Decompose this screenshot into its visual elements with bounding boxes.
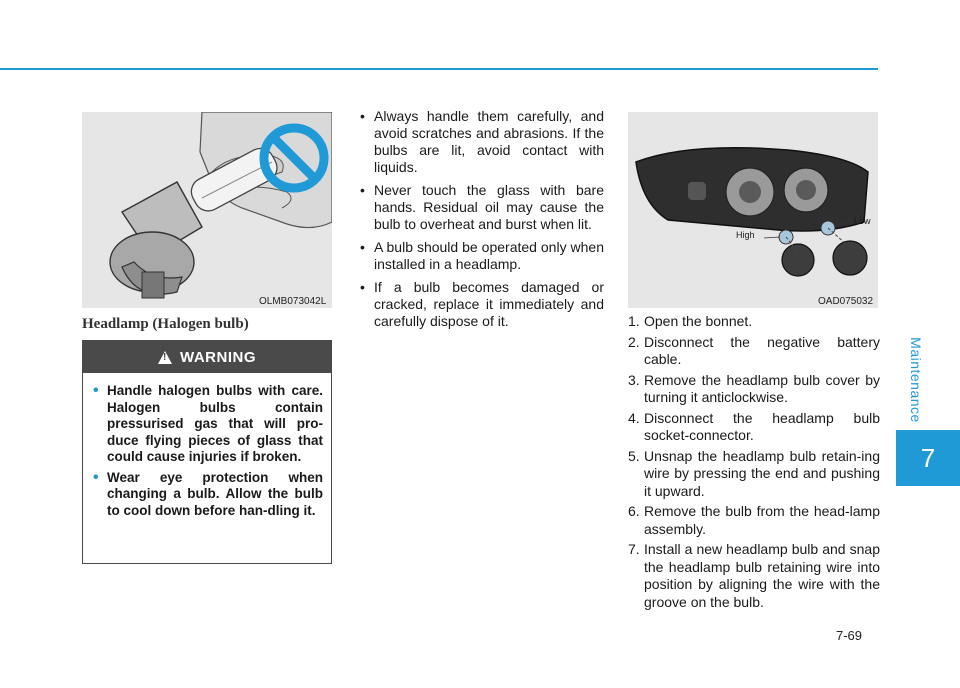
step-item (628, 541, 880, 611)
step-text: Unsnap the headlamp bulb retain-ing wire by pressing the end and pushing it upward. (644, 447, 880, 499)
step-item (628, 448, 880, 501)
bullet-item: • If a bulb becomes damaged or cracked, replace it immediately and carefully dispose of it. (356, 279, 604, 330)
chapter-side-label (896, 330, 936, 430)
step-number: 2. (628, 333, 640, 350)
section-title: Headlamp (Halogen bulb) (82, 316, 249, 332)
chapter-side-label-text: Maintenance (908, 337, 925, 423)
step-number: 5. (628, 447, 640, 464)
warning-triangle-icon (158, 351, 172, 364)
figure-code-left: OLMB073042L (259, 296, 327, 307)
step-number: 1. (628, 313, 640, 329)
step-text: Remove the bulb from the head-lamp assembly. (644, 503, 880, 537)
warning-title: WARNING (180, 348, 256, 366)
handling-bullet-list (356, 108, 604, 336)
step-text: Open the bonnet. (644, 313, 753, 329)
halogen-bulb-illustration (82, 112, 332, 308)
figure-code-right: OAD075032 (818, 296, 874, 307)
warning-header (83, 341, 331, 373)
warning-item: • Handle halogen bulbs with care. Halogen bulbs contain pressurised gas that will pro-duce flying pieces of glass that could cause injuries if broken. (91, 383, 323, 466)
warning-item: • Wear eye protection when changing a bulb. Allow the bulb to cool down before han-dling it. (91, 470, 323, 520)
top-rule (0, 68, 878, 70)
step-text: Disconnect the headlamp bulb socket-connector. (644, 409, 880, 443)
step-number: 3. (628, 371, 640, 388)
step-item (628, 410, 880, 445)
step-number: 6. (628, 503, 640, 519)
bullet-item: • Always handle them carefully, and avoid scratches and abrasions. If the bulbs are lit, avoid contact with liquids. (356, 108, 604, 176)
headlamp-assembly-illustration (628, 112, 878, 308)
step-text: Install a new headlamp bulb and snap the headlamp bulb retaining wire into position by aligning the wire with the groove on the bulb. (644, 541, 880, 610)
page-number: 7-69 (836, 628, 863, 643)
step-item (628, 372, 880, 407)
step-text: Disconnect the negative battery cable. (644, 333, 880, 367)
bullet-item: • Never touch the glass with bare hands. Residual oil may cause the bulb to overheat and burst when lit. (356, 182, 604, 233)
warning-list (83, 373, 331, 519)
chapter-number: 7 (920, 442, 936, 473)
label-high: High (736, 230, 755, 240)
bullet-item: • A bulb should be operated only when installed in a headlamp. (356, 239, 604, 273)
step-text: Remove the headlamp bulb cover by turning it anticlockwise. (644, 371, 880, 405)
step-number: 4. (628, 409, 640, 426)
step-item (628, 503, 880, 538)
warning-box (82, 340, 332, 564)
chapter-number-box (896, 430, 960, 486)
halogen-bulb-figure (82, 112, 332, 308)
step-item (628, 313, 880, 331)
headlamp-assembly-figure (628, 112, 878, 308)
step-item (628, 334, 880, 369)
label-low: Low (854, 216, 871, 226)
step-number: 7. (628, 541, 640, 557)
replacement-steps-list (628, 313, 880, 614)
